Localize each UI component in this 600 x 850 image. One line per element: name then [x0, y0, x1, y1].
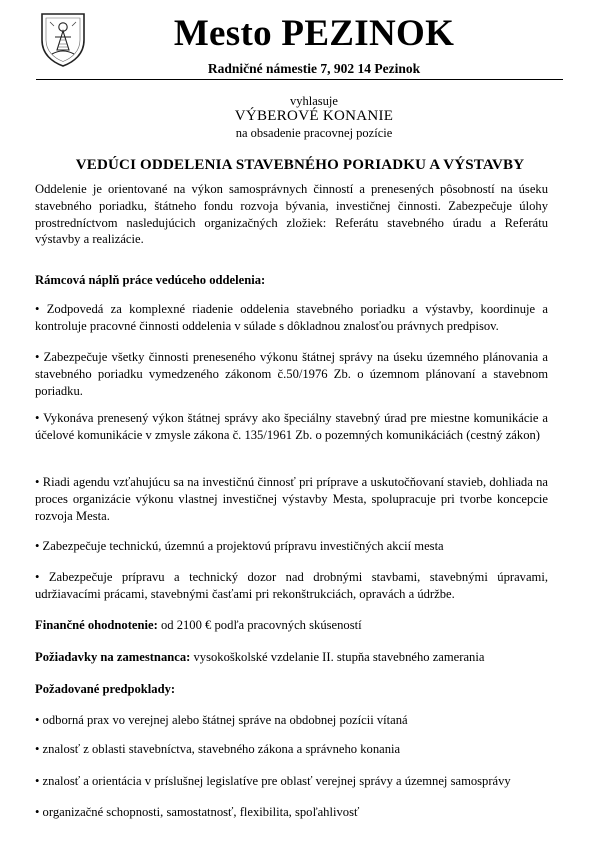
intro-paragraph: Oddelenie je orientované na výkon samosprávnych činností a prenesených pôsobností na úseku stavebného poriadku, štátneho fondu rozvoja bývania, investičnej činnosti. Zabezpečuje úlohy prostredníctvom nasledujúcich organizačných zložiek: Referátu stavebného úradu a Referátu výstavby a realizácie.: [35, 182, 548, 247]
duty-item: • Vykonáva prenesený výkon štátnej správy ako špeciálny stavebný úrad pre miestne komunikácie a účelové komunikácie v zmysle zákona č. 135/1961 Zb. o pozemných komunikáciách (cestný zákon): [35, 411, 548, 442]
duty-item: • Zodpovedá za komplexné riadenie oddelenia stavebného poriadku a výstavby, koordinuje a kontroluje pracovné činnosti oddelenia v súlade s dôkladnou znalosťou právnych predpisov.: [35, 302, 548, 333]
announces-text: vyhlasuje: [290, 94, 338, 108]
position-fill-text: na obsadenie pracovnej pozície: [235, 126, 393, 140]
page-title: Mesto PEZINOK: [173, 13, 455, 54]
requirements-value: vysokoškolské vzdelanie II. stupňa stavebného zamerania: [190, 650, 485, 664]
salary-value: od 2100 € podľa pracovných skúseností: [157, 618, 362, 632]
requirements-line: [35, 649, 548, 666]
salary-line: [35, 617, 548, 634]
header-divider: [36, 79, 563, 80]
prerequisite-item: • odborná prax vo verejnej alebo štátnej správe na obdobnej pozícii vítaná: [35, 713, 408, 727]
prerequisite-item: • organizačné schopnosti, samostatnosť, flexibilita, spoľahlivosť: [35, 805, 360, 819]
address: Radničné námestie 7, 902 14 Pezinok: [207, 61, 421, 76]
prerequisites-heading: Požadované predpoklady:: [35, 682, 176, 696]
prerequisite-item: • znalosť z oblasti stavebníctva, stavebného zákona a správneho konania: [35, 742, 401, 756]
salary-label: Finančné ohodnotenie:: [35, 618, 158, 632]
position-title: VEDÚCI ODDELENIA STAVEBNÉHO PORIADKU A VÝSTAVBY: [75, 157, 525, 173]
duty-item: • Zabezpečuje technickú, územnú a projektovú prípravu investičných akcií mesta: [35, 539, 444, 553]
prerequisite-item: • znalosť a orientácia v príslušnej legislatíve pre oblasť verejnej správy a územnej samosprávy: [35, 774, 511, 788]
requirements-label: Požiadavky na zamestnanca:: [35, 650, 191, 664]
duty-item: • Riadi agendu vzťahujúcu sa na investičnú činnosť pri príprave a uskutočňovaní stavieb, dohliada na proces organizácie výkonu vlastnej investičnej výstavby Mesta, spolupracuje pri tvorbe koncepcie rozvoja Mesta.: [35, 475, 548, 523]
duties-heading: Rámcová náplň práce vedúceho oddelenia:: [35, 273, 266, 287]
duty-item: • Zabezpečuje prípravu a technický dozor nad drobnými stavbami, stavebnými úpravami, udržiavacími prácami, stavebnými časťami pri rekonštrukciách, opravách a údržbe.: [35, 570, 548, 601]
duty-item: • Zabezpečuje všetky činnosti preneseného výkonu štátnej správy na úseku územného plánovania a stavebného poriadku vymedzeného zákonom č.50/1976 Zb. o územnom plánovaní a stavebnom poriadku.: [35, 350, 548, 398]
selection-procedure-title: VÝBEROVÉ KONANIE: [234, 108, 394, 124]
